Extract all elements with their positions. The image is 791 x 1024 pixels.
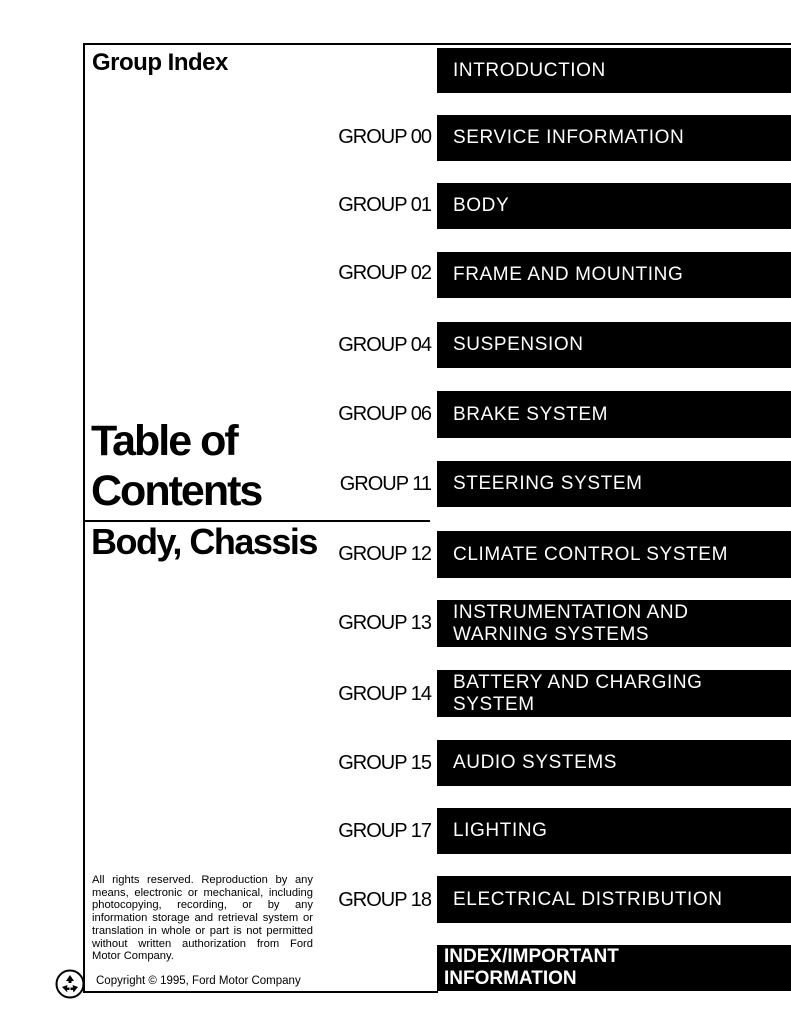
group-bar-lighting[interactable]: LIGHTING (437, 808, 791, 854)
copyright-notice: Copyright © 1995, Ford Motor Company (96, 975, 301, 987)
group-label-02: GROUP 02 (338, 262, 431, 284)
group-bar-service-information[interactable]: SERVICE INFORMATION (437, 115, 791, 161)
group-bar-introduction[interactable]: INTRODUCTION (437, 48, 791, 93)
group-label-17: GROUP 17 (338, 820, 431, 842)
frame-top-rule (83, 43, 791, 45)
toc-title-line1: Table of (91, 417, 237, 465)
group-bar-brake-system[interactable]: BRAKE SYSTEM (437, 391, 791, 438)
toc-title-line2: Contents (91, 467, 262, 515)
toc-subtitle: Body, Chassis (91, 521, 317, 562)
group-bar-instrumentation-and-warning-systems[interactable]: INSTRUMENTATION AND WARNING SYSTEMS (437, 600, 791, 647)
group-label-12: GROUP 12 (338, 543, 431, 565)
group-label-18: GROUP 18 (338, 889, 431, 911)
group-label-14: GROUP 14 (338, 683, 431, 705)
group-label-04: GROUP 04 (338, 334, 431, 356)
group-bar-suspension[interactable]: SUSPENSION (437, 322, 791, 368)
recycle-icon (55, 969, 85, 999)
group-bar-electrical-distribution[interactable]: ELECTRICAL DISTRIBUTION (437, 876, 791, 923)
group-label-01: GROUP 01 (338, 194, 431, 216)
group-label-11: GROUP 11 (339, 473, 431, 495)
group-label-15: GROUP 15 (338, 752, 431, 774)
group-bar-battery-and-charging-system[interactable]: BATTERY AND CHARGING SYSTEM (437, 670, 791, 717)
group-bar-index-important-information[interactable]: INDEX/IMPORTANT INFORMATION (437, 945, 791, 991)
frame-bottom-rule (83, 991, 438, 993)
group-label-00: GROUP 00 (338, 126, 431, 148)
toc-title (91, 416, 261, 516)
frame-left-rule (83, 43, 85, 993)
group-bar-climate-control-system[interactable]: CLIMATE CONTROL SYSTEM (437, 531, 791, 578)
group-index-heading: Group Index (92, 49, 228, 76)
rights-notice: All rights reserved. Reproduction by any means, electronic or mechanical, including photocopying, recording, or by any information storage and retrieval system or translation in whole or part is not permitted without written authorization from Ford Motor Company. (92, 874, 313, 963)
group-bar-audio-systems[interactable]: AUDIO SYSTEMS (437, 740, 791, 786)
group-bar-body[interactable]: BODY (437, 183, 791, 229)
group-bar-steering-system[interactable]: STEERING SYSTEM (437, 461, 791, 507)
group-label-06: GROUP 06 (338, 403, 431, 425)
group-label-13: GROUP 13 (338, 612, 431, 634)
group-bar-frame-and-mounting[interactable]: FRAME AND MOUNTING (437, 252, 791, 298)
